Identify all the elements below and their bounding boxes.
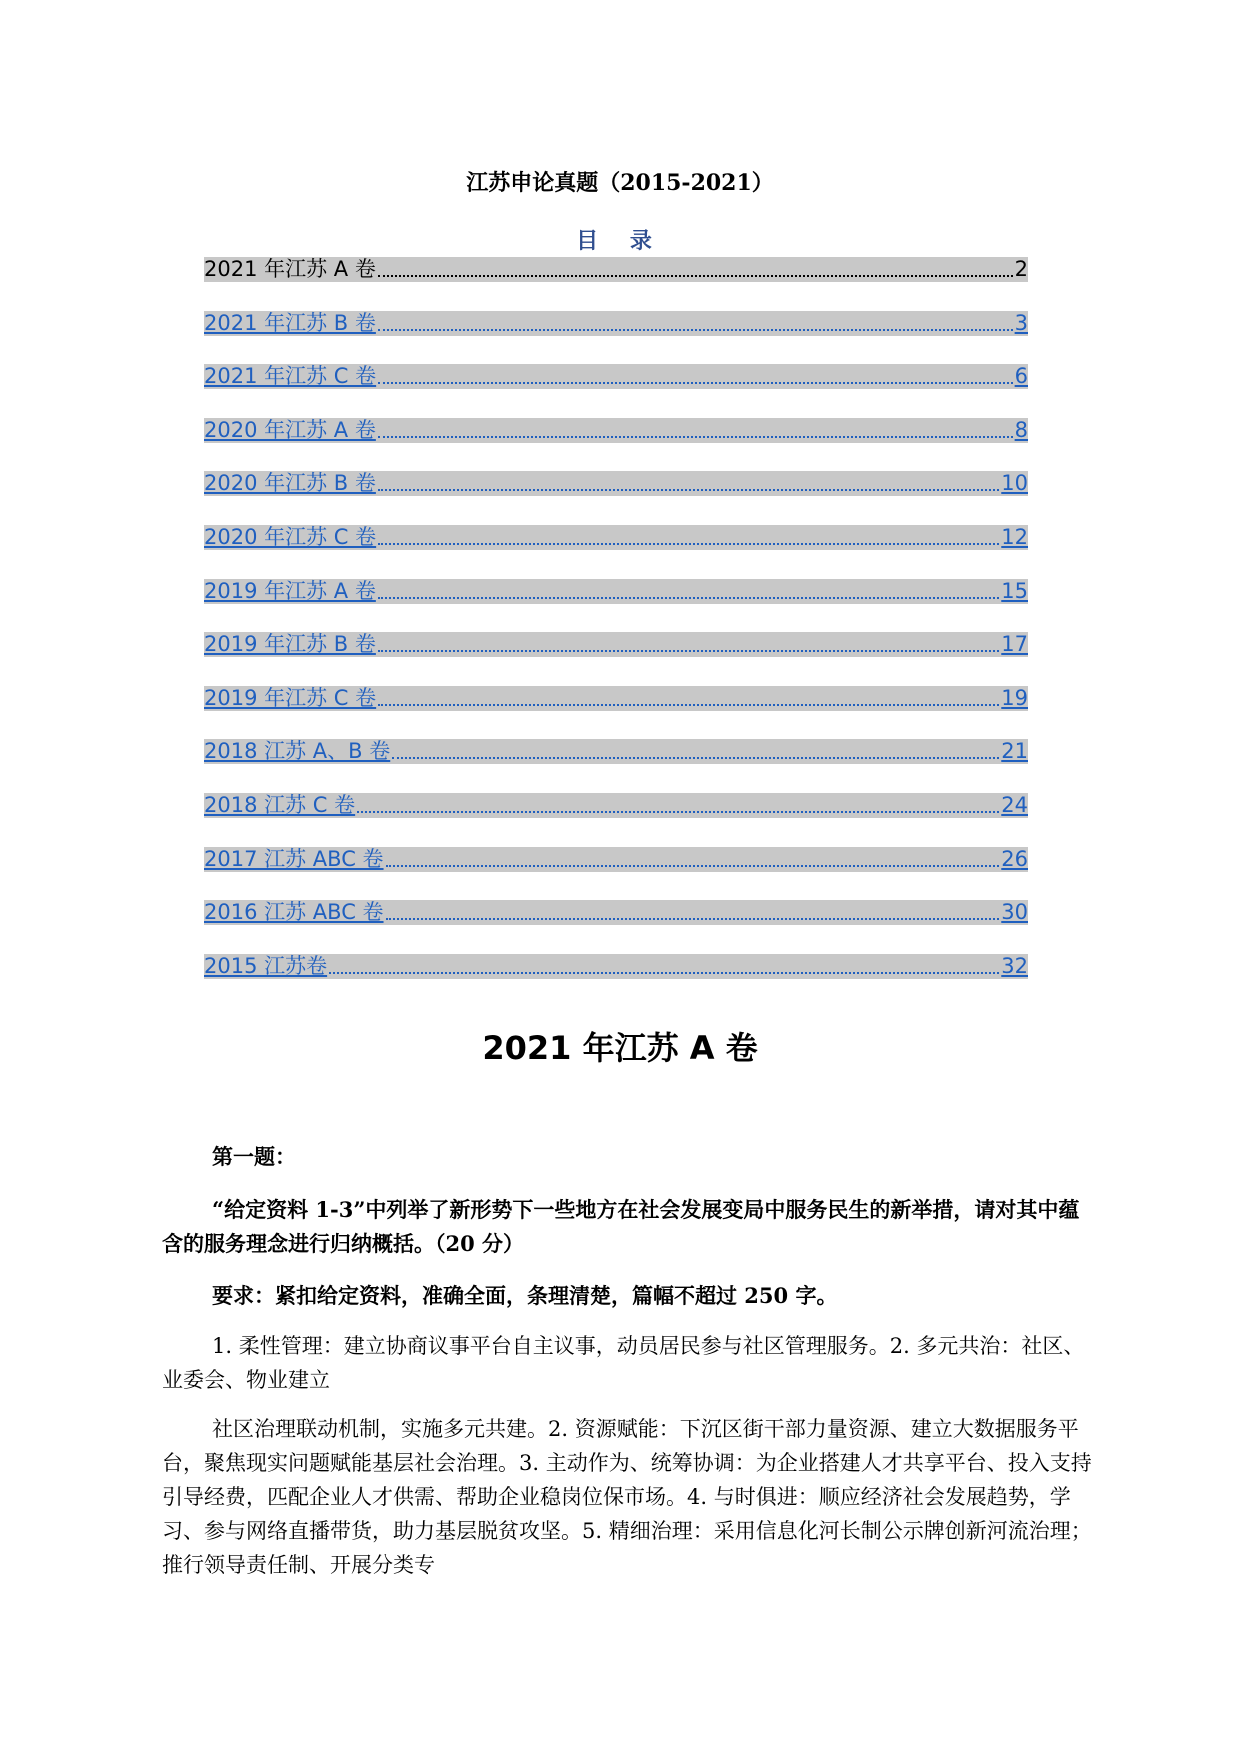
toc-page-number: 6 xyxy=(1014,364,1028,389)
toc-link-label: 2021 年江苏 A 卷 xyxy=(204,257,376,281)
question-text: “给定资料 1-3”中列举了新形势下一些地方在社会发展变局中服务民生的新举措，请对其中蕴含的服务理念进行归纳概括。（20 分） xyxy=(162,1197,1080,1256)
toc-link[interactable] xyxy=(204,632,1028,657)
toc-leader-dots xyxy=(378,381,1012,384)
toc-page-number: 3 xyxy=(1014,310,1028,335)
toc-link-label: 2017 江苏 ABC 卷 xyxy=(204,846,384,871)
toc-leader-dots xyxy=(357,810,999,813)
toc-leader-dots xyxy=(378,596,999,599)
toc-link[interactable] xyxy=(204,311,1028,336)
toc-page-number: 15 xyxy=(1001,578,1028,603)
section-title: 2021 年江苏 A 卷 xyxy=(482,1029,758,1067)
toc-link[interactable] xyxy=(204,739,1028,764)
toc-link[interactable] xyxy=(204,525,1028,550)
toc-link[interactable] xyxy=(204,900,1028,925)
toc-link-label: 2019 年江苏 C 卷 xyxy=(204,685,377,710)
toc-page-number: 24 xyxy=(1001,792,1028,817)
toc-link-label: 2018 江苏 C 卷 xyxy=(204,792,356,817)
answer-paragraph-2: 社区治理联动机制，实施多元共建。2. 资源赋能：下沉区街干部力量资源、建立大数据服务平台，聚焦现实问题赋能基层社会治理。3. 主动作为、统筹协调：为企业搭建人才共享平台、投入支持引导经费，匹配企业人才供需、帮助企业稳岗位保市场。4. 与时俱进：顺应经济社会发展趋势，学习、参与网络直播带货，助力基层脱贫攻坚。5. 精细治理：采用信息化河长制公示牌创新河流治理；推行领导责任制、开展分类专 xyxy=(162,1417,1092,1577)
toc-leader-dots xyxy=(378,542,999,545)
table-of-contents xyxy=(204,257,1028,1007)
toc-page-number: 21 xyxy=(1001,739,1028,764)
toc-leader-dots xyxy=(378,649,999,652)
toc-link[interactable] xyxy=(204,471,1028,496)
question-requirement: 要求：紧扣给定资料，准确全面，条理清楚，篇幅不超过 250 字。 xyxy=(212,1283,838,1308)
toc-leader-dots xyxy=(386,864,1000,867)
toc-link[interactable] xyxy=(204,793,1028,818)
toc-leader-dots xyxy=(386,917,1000,920)
toc-page-number: 8 xyxy=(1014,417,1028,442)
toc-leader-dots xyxy=(378,328,1013,331)
toc-link-label: 2021 年江苏 C 卷 xyxy=(204,364,377,389)
toc-leader-dots xyxy=(392,756,999,759)
toc-leader-dots xyxy=(378,703,999,706)
toc-page-number: 12 xyxy=(1001,524,1028,549)
toc-link[interactable] xyxy=(204,847,1028,872)
toc-link-label: 2016 江苏 ABC 卷 xyxy=(204,900,384,925)
toc-leader-dots xyxy=(378,274,1013,277)
toc-link-label: 2015 江苏卷 xyxy=(204,953,328,978)
toc-link-label: 2021 年江苏 B 卷 xyxy=(204,310,376,335)
toc-link-label: 2020 年江苏 C 卷 xyxy=(204,524,377,549)
toc-page-number: 26 xyxy=(1001,846,1028,871)
toc-link[interactable] xyxy=(204,579,1028,604)
toc-page-number: 32 xyxy=(1001,953,1028,978)
toc-leader-dots xyxy=(329,971,999,974)
toc-link-label: 2018 江苏 A、B 卷 xyxy=(204,739,391,764)
toc-page-number: 10 xyxy=(1001,471,1028,496)
toc-page-number: 19 xyxy=(1001,685,1028,710)
toc-link-label: 2019 年江苏 B 卷 xyxy=(204,632,376,657)
toc-leader-dots xyxy=(378,435,1013,438)
toc-page-number: 30 xyxy=(1001,900,1028,925)
toc-link-label: 2020 年江苏 A 卷 xyxy=(204,417,376,442)
toc-heading: 目 录 xyxy=(576,228,664,254)
toc-link[interactable] xyxy=(204,418,1028,443)
toc-page-number: 2 xyxy=(1014,257,1028,281)
toc-leader-dots xyxy=(378,488,999,491)
toc-link[interactable] xyxy=(204,364,1028,389)
document-title: 江苏申论真题（2015-2021） xyxy=(466,170,774,196)
toc-link-label: 2019 年江苏 A 卷 xyxy=(204,578,376,603)
toc-link[interactable] xyxy=(204,686,1028,711)
toc-page-number: 17 xyxy=(1001,632,1028,657)
question-label: 第一题： xyxy=(212,1144,296,1169)
toc-link[interactable] xyxy=(204,954,1028,979)
answer-paragraph-1: 1. 柔性管理：建立协商议事平台自主议事，动员居民参与社区管理服务。2. 多元共治：社区、业委会、物业建立 xyxy=(162,1334,1085,1392)
toc-link-label: 2020 年江苏 B 卷 xyxy=(204,471,376,496)
toc-link[interactable] xyxy=(204,257,1028,282)
